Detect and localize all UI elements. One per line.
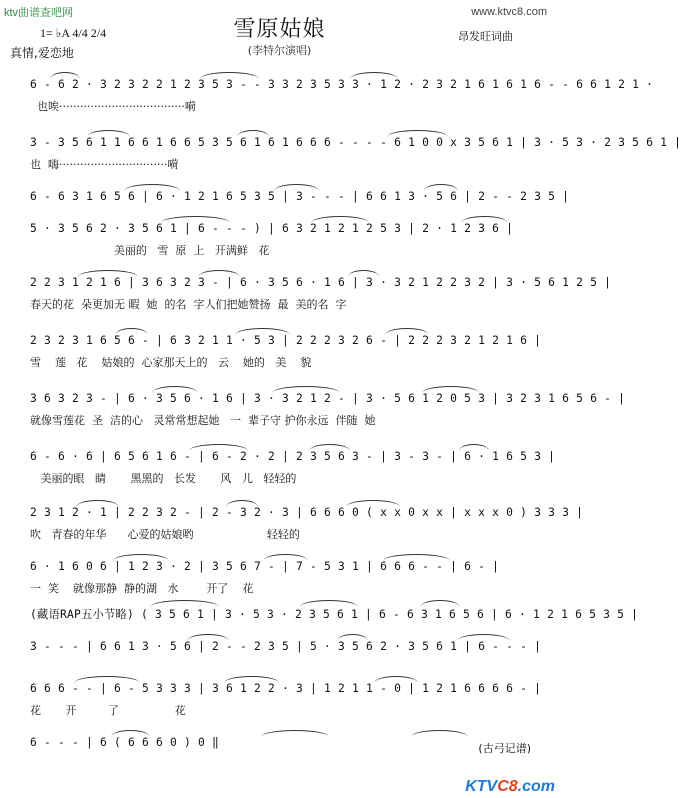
slur-mark [385,328,429,335]
slur-mark [411,730,468,737]
slur-mark [311,216,369,223]
slur-mark [383,554,450,561]
slur-mark [152,386,198,393]
score-line-notes: 6 - 6 · 6 | 6 5 6 1 6 - | 6 - 2 · 2 | 2 3 5 6 3 - | 3 - 3 - | 6 · 1 6 5 3 | [30,450,556,463]
slur-mark [350,72,398,79]
key-signature: 1= ♭A 4/4 2/4 [40,26,107,40]
score-line-notes: (藏语RAP五小节略) ( 3 5 6 1 | 3 · 5 3 · 2 3 5 6 1 | 6 - 6 3 1 6 5 6 | 6 · 1 2 1 6 5 3 5 | [30,608,639,621]
slur-mark [115,328,148,335]
performance-style: 真情,爱恋地 [10,46,74,60]
score-line-lyric: 也 嗨·······························嗬 [30,158,179,171]
slur-mark [348,270,379,277]
slur-mark [87,130,130,137]
score-line-notes: 6 · 1 6 0 6 | 1 2 3 · 2 | 3 5 6 7 - | 7 - 5 3 1 | 6 6 6 - - | 6 - | [30,560,500,573]
score-line-notes: 3 - - - | 6 6 1 3 · 5 6 | 2 - - 2 3 5 | 5 · 3 5 6 2 · 3 5 6 1 | 6 - - - | [30,640,542,653]
score-line-lyric: 雪 莲 花 姑娘的 心家那天上的 云 她的 美 貌 [30,356,312,369]
slur-mark [237,130,269,137]
score-line-notes: 3 - 3 5 6 1 1 6 6 1 6 6 5 3 5 6 1 6 1 6 6 6 - - - - 6 1 0 0 x 3 5 6 1 | 3 · 5 3 · 2 3 5 6 1 | [30,136,681,149]
slur-mark [346,500,400,507]
slur-mark [78,270,138,277]
score-line-notes: 2 3 1 2 · 1 | 2 2 3 2 - | 2 - 3 2 · 3 | 6 6 6 0 ( x x 0 x x | x x x 0 ) 3 3 3 | [30,506,584,519]
score-line-lyric: 也唉····································嗬 [30,100,196,113]
score-line-lyric: 春天的花 朵更加无 暇 她 的名 字人们把她赞扬 最 美的名 字 [30,298,347,311]
slur-mark [150,600,219,607]
song-title: 雪原姑娘 [233,17,326,42]
score-line-lyric: 就像雪莲花 圣 洁的心 灵常常想起她 一 辈子守 护你永远 伴随 她 [30,414,376,427]
slur-mark [235,328,290,335]
slur-mark [374,676,418,683]
score-line-lyric: 一 笑 就像那静 静的湖 水 开了 花 [30,582,254,595]
slur-mark [387,130,448,137]
score-line-lyric: 花 开 了 花 [30,704,186,717]
slur-mark [420,600,460,607]
transcriber-signature: (古弓记谱) [478,742,531,755]
score-line-lyric: 美丽的眼 睛 黑黑的 长发 风 儿 轻轻的 [30,472,297,485]
slur-mark [76,500,119,507]
slur-mark [187,634,229,641]
slur-mark [272,386,340,393]
score-line-notes: 2 2 3 1 2 1 6 | 3 6 3 2 3 - | 6 · 3 5 6 · 1 6 | 3 · 3 2 1 2 2 3 2 | 3 · 5 6 1 2 5 | [30,276,612,289]
slur-mark [224,676,279,683]
slur-mark [309,444,350,451]
slur-mark [422,386,479,393]
score-line-notes: 6 - 6 2 · 3 2 3 2 2 1 2 3 5 3 - - 3 3 2 3 5 3 3 · 1 2 · 2 3 2 1 6 1 6 1 6 - - 6 6 1 2 1 · [30,78,654,91]
slur-mark [424,184,458,191]
slur-mark [111,730,150,737]
slur-mark [200,72,259,79]
score-line-notes: 6 - - - | 6 ( 6 6 6 0 ) 0 ‖ [30,736,220,749]
score-line-notes: 5 · 3 5 6 2 · 3 5 6 1 | 6 - - - ) | 6 3 2 1 2 1 2 5 3 | 2 · 1 2 3 6 | [30,222,514,235]
score-line-notes: 3 6 3 2 3 - | 6 · 3 5 6 · 1 6 | 3 · 3 2 1 2 - | 3 · 5 6 1 2 0 5 3 | 3 2 3 1 6 5 6 - | [30,392,626,405]
slur-mark [124,184,180,191]
watermark-bottom: KTVC8.com [465,778,555,795]
slur-mark [274,184,319,191]
score-line-notes: 6 6 6 - - | 6 - 5 3 3 3 | 3 6 1 2 2 · 3 | 1 2 1 1 - 0 | 1 2 1 6 6 6 6 - | [30,682,542,695]
slur-mark [337,634,368,641]
slur-mark [198,270,240,277]
score-line-notes: 6 - 6 3 1 6 5 6 | 6 · 1 2 1 6 5 3 5 | 3 - - - | 6 6 1 3 · 5 6 | 2 - - 2 3 5 | [30,190,570,203]
slur-mark [113,554,169,561]
site-url: www.ktvc8.com [471,6,547,18]
slur-mark [189,444,248,451]
score-line-notes: 2 3 2 3 1 6 5 6 - | 6 3 2 1 1 · 5 3 | 2 2 2 3 2 6 - | 2 2 2 3 2 1 2 1 6 | [30,334,542,347]
slur-mark [226,500,258,507]
slur-mark [261,730,329,737]
score-line-lyric: 吹 青春的年华 心爱的姑娘哟 轻轻的 [30,528,300,541]
watermark-top: ktv曲谱查吧网 [4,7,74,19]
slur-mark [461,216,508,223]
credits: 昂发旺词曲 [458,30,513,43]
slur-mark [459,444,489,451]
slur-mark [263,554,308,561]
singer: (李特尔演唱) [247,44,312,57]
slur-mark [74,676,140,683]
slur-mark [161,216,230,223]
slur-mark [457,634,510,641]
slur-mark [50,72,80,79]
score-line-lyric: 美丽的 雪 原 上 开满鲜 花 [30,244,270,257]
slur-mark [300,600,358,607]
